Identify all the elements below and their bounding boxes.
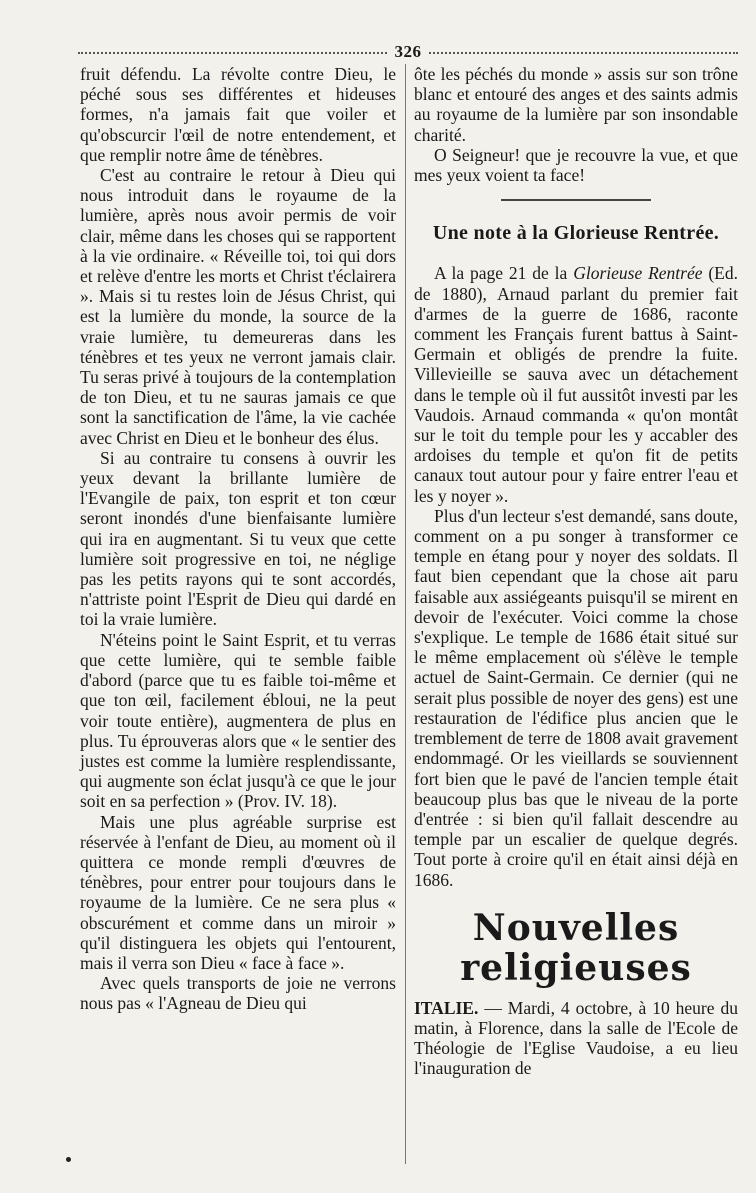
note-paragraph (414, 263, 738, 505)
column-divider (405, 64, 406, 1164)
paragraph: ôte les péchés du monde » assis sur son trône blanc et entouré des anges et des saints admis au royaume de la lumière par son insondable charité. (414, 64, 738, 145)
page-number: 326 (389, 42, 428, 62)
section-divider (501, 199, 651, 201)
paragraph: Si au contraire tu consens à ouvrir les yeux devant la brillante lumière de l'Evangile de paix, ton esprit et ton cœur seront inondés d'une bienfaisante lumière qui ira en augmentant. Si tu veux que cette lumière soit progressive en toi, ne néglige pas les petits rayons qui te sont accordés, n'attriste point l'Esprit de Dieu qui dardé en toi la vraie lumière. (80, 447, 396, 630)
paragraph: Avec quels transports de joie ne verrons nous pas « l'Agneau de Dieu qui (80, 973, 396, 1014)
news-paragraph (414, 998, 738, 1079)
news-country-label: ITALIE. (414, 997, 479, 1018)
book-title: Glorieuse Rentrée (573, 263, 703, 284)
note-section-title: Une note à la Glorieuse Rentrée. (432, 222, 720, 245)
paragraph: N'éteins point le Saint Esprit, et tu verras que cette lumière, qui te semble faible d'abord (parce que tu es faible toi-même et que ton œil, facilement ébloui, ne la peut voir toute entière), augmentera de plus en plus. Tu éprouveras alors que « le sentier des justes est comme la lumière resplendissante, qui augmente son éclat jusqu'à ce que le jour soit en sa perfection » (Prov. IV. 18). (80, 629, 396, 812)
margin-dot (66, 1157, 71, 1162)
paragraph: C'est au contraire le retour à Dieu qui nous introduit dans le royaume de la lumière, après nous avoir permis de voir clair, même dans les choses qui se rapportent à la vie ordinaire. « Réveille toi, toi qui dors et relève d'entre les morts et Christ t'éclairera ». Mais si tu restes loin de Jésus Christ, qui est la lumière du monde, la source de la vraie lumière, tu demeureras dans les ténèbres et tes yeux ne verront jamais clair. Tu seras privé à toujours de la contemplation de ton Dieu, et tu ne sauras jamais ce que sont la sanctification de l'âme, la vie cachée avec Christ en Dieu et le bonheur des élus. (80, 165, 396, 448)
news-text: — Mardi, 4 octobre, à 10 heure du matin, à Florence, dans la salle de l'Ecole de Théologie de l'Eglise Vaudoise, a eu lieu l'inauguration de (414, 997, 738, 1079)
right-column (414, 64, 738, 1079)
page-header (78, 42, 738, 64)
paragraph: fruit défendu. La révolte contre Dieu, le péché sous ses différentes et hideuses formes, n'a jamais fait que voiler et qu'obscurcir l'œil de notre entendement, et que remplir notre âme de ténèbres. (80, 64, 396, 165)
paragraph: O Seigneur! que je recouvre la vue, et que mes yeux voient ta face! (414, 144, 738, 186)
paragraph: Mais une plus agréable surprise est réservée à l'enfant de Dieu, au moment où il quittera ce monde rempli d'œuvres de ténèbres, pour entrer pour toujours dans le royaume de la lumière. Ce ne sera plus « obscurément et comme dans un miroir » qu'il distinguera les objets qui l'entourent, mais il verra son Dieu « face à face ». (80, 811, 396, 973)
note-text: A la page 21 de la (434, 263, 574, 284)
note-paragraph: Plus d'un lecteur s'est demandé, sans doute, comment on a pu songer à transformer ce temple en étang pour y noyer des soldats. Il faut bien cependant que la chose ait paru faisable aux assiégeants puisqu'il se mirent en devoir de l'exécuter. Voici comme la chose s'explique. Le temple de 1686 était situé sur le même emplacement où s'élève le temple actuel de Saint-Germain. Ce dernier (qui ne serait plus possible de noyer des gens) est une restauration de l'édifice plus ancien que le tremblement de terre de 1808 avait gravement endommagé. Or les vieillards se souviennent fort bien que le pavé de l'ancien temple était beaucoup plus bas que le niveau de la porte d'entrée : si bien qu'il fallait descendre au temple par un escalier de quelque degrés. Tout porte à croire qu'il en était ainsi déjà en 1686. (414, 505, 738, 890)
left-column (80, 64, 396, 1014)
news-section-title: Nouvelles religieuses (460, 906, 692, 989)
note-text: (Ed. de 1880), Arnaud parlant du premier fait d'armes de la guerre de 1686, raconte comment les Français furent battus à Saint-Germain et obligés de prendre la fuite. Villevieille se sauva avec un détachement dans le temple où il fut aussitôt investi par les Vaudois. Arnaud commanda « qu'on montât sur le toit du temple pour les y accabler des ardoises du temple et qu'on fit de petits canaux tout autour pour y faire entrer l'eau et les y noyer ». (414, 263, 738, 506)
